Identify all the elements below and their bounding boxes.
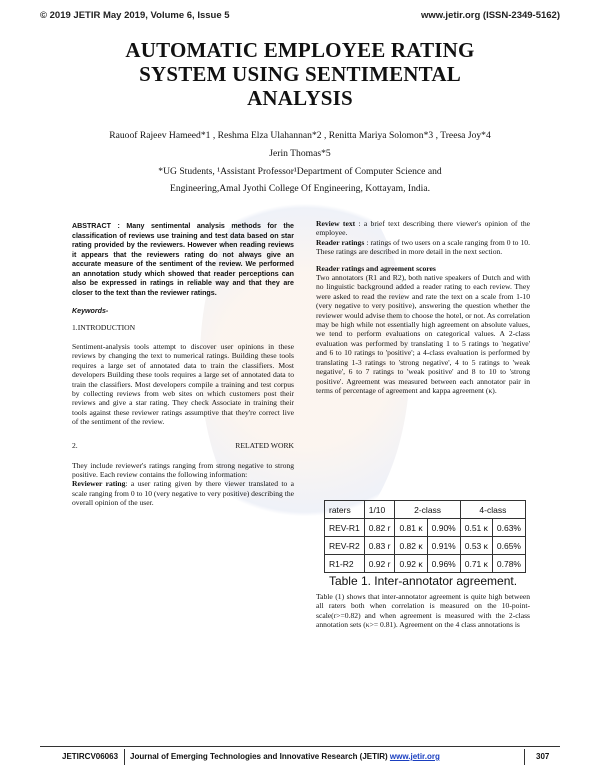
table-cell: R1-R2 — [325, 555, 365, 573]
abstract-label: ABSTRACT : — [72, 222, 120, 230]
table-cell: 0.63% — [492, 519, 525, 537]
title-line-3: ANALYSIS — [247, 86, 353, 110]
review-text-paragraph — [316, 219, 530, 238]
table-cell: 0.82 κ — [395, 537, 427, 555]
table-caption: Table 1. Inter-annotator agreement. — [328, 574, 518, 588]
footer-journal-name: Journal of Emerging Technologies and Innovative Research (JETIR) — [130, 752, 390, 761]
table-row — [325, 555, 526, 573]
table-cell: 0.83 r — [364, 537, 395, 555]
review-text-text: : a brief text describing there viewer's opinion of the employee. — [316, 219, 530, 238]
reader-ratings-label: Reader ratings — [316, 237, 365, 247]
keywords-label: Keywords- — [72, 307, 109, 315]
table-header-cell: 2-class — [395, 501, 460, 519]
reader-ratings-paragraph — [316, 238, 530, 257]
reader-ratings-text: : ratings of two users on a scale ranging from 0 to 10. These ratings are described in more detail in the next section. — [316, 237, 530, 257]
section-2-title: RELATED WORK — [235, 440, 294, 450]
footer-journal — [130, 752, 440, 761]
table-cell: 0.82 r — [364, 519, 395, 537]
table-cell: 0.90% — [427, 519, 460, 537]
paper-title — [40, 38, 560, 110]
section-2-number: 2. — [72, 440, 78, 450]
affiliation-line-1: *UG Students, ¹Assistant Professor¹Department of Computer Science and — [158, 166, 442, 177]
footer-separator — [524, 749, 525, 765]
header-left: © 2019 JETIR May 2019, Volume 6, Issue 5 — [40, 10, 230, 21]
table-row — [325, 537, 526, 555]
table-header-cell: raters — [325, 501, 365, 519]
header-right: www.jetir.org (ISSN-2349-5162) — [420, 10, 560, 21]
subsection-heading-text: Reader ratings and agreement scores — [316, 263, 436, 273]
table-cell: REV-R1 — [325, 519, 365, 537]
after-table-text: Table (1) shows that inter-annotator agreement is quite high between all raters both when correlation is measured on the 10-point-scale(r>=0.82) and when agreement is measured with the 2-class annotation sets (κ>= 0.81). Agreement on the 4 class annotations is — [316, 592, 530, 630]
agreement-table — [324, 500, 526, 573]
reviewer-rating-paragraph — [72, 479, 294, 507]
table-cell: 0.92 κ — [395, 555, 427, 573]
table-header-row — [325, 501, 526, 519]
page-number: 307 — [536, 752, 550, 761]
footer-code: JETIRCV06063 — [62, 752, 119, 761]
author-line-2: Jerin Thomas*5 — [269, 148, 331, 159]
table-cell: 0.71 κ — [460, 555, 492, 573]
section-2-heading — [72, 441, 294, 451]
table-cell: 0.81 κ — [395, 519, 427, 537]
section-2-text: They include reviewer's ratings ranging from strong negative to strong positive. Each review contains the following information: — [72, 460, 294, 479]
table-cell: 0.91% — [427, 537, 460, 555]
table-cell: 0.51 κ — [460, 519, 492, 537]
footer-url-link[interactable]: www.jetir.org — [389, 752, 440, 761]
intro-heading: 1.INTRODUCTION — [72, 322, 136, 332]
table-row — [325, 519, 526, 537]
table-cell: 0.53 κ — [460, 537, 492, 555]
table-cell: 0.96% — [427, 555, 460, 573]
left-column — [72, 222, 294, 508]
reviewer-rating-text: : a user rating given by there viewer translated to a scale ranging from 0 to 10 (very negative to very positive) describing the overall opinion of the user. — [72, 479, 294, 508]
table-header-cell: 4-class — [460, 501, 525, 519]
abstract — [72, 222, 294, 298]
table-cell: 0.78% — [492, 555, 525, 573]
right-column — [316, 219, 530, 395]
reviewer-rating-label: Reviewer rating — [72, 479, 126, 489]
title-line-1: AUTOMATIC EMPLOYEE RATING — [125, 38, 475, 62]
affiliation-line-2: Engineering,Amal Jyothi College Of Engineering, Kottayam, India. — [169, 183, 431, 194]
agreement-body: Two annotators (R1 and R2), both native speakers of Dutch and with no linguistic background added a reader rating to each review. They were asked to read the review and rate the text on a scale from 1-10 (very negative to very positive), answering the question whether the reviewer would advise them to choose the hotel, or not. As correlation may be high while not essentially high agreement on absolute values, we tend to perform evaluations on categorical values. A 2-class evaluation was performed by translating 1 to 5 ratings to 'negative' and 6 to 10 ratings to 'positive'; a 4-class evaluation is performed by translating 1-3 ratings to 'strong negative', 4 to 5 ratings to 'weak negative', 6 to 7 ratings to 'weak positive' and 8 to 10 to 'strong positive'. Agreement was measured between each annotator pair in terms of percentage of agreement and kappa agreement (κ). — [316, 273, 530, 395]
intro-text: Sentiment-analysis tools attempt to discover user opinions in these reviews by changing the text to numerical ratings. Building these tools requires a large set of annotated data to train the classifiers. Most developers Building these tools requires a large set of annotated data to train the classifiers. Most developers compile a training and test corpus by collecting reviews from web sites on which customers post their reviews and give a star rating. They check Associate in training their tools against these reviewer ratings assumptive that they're correct live of the sentiment of the review. — [72, 341, 294, 427]
footer-separator — [124, 749, 125, 765]
author-line-1: Rauoof Rajeev Hameed*1 , Reshma Elza Ulahannan*2 , Renitta Mariya Solomon*3 , Treesa Joy*4 — [109, 130, 491, 141]
title-line-2: SYSTEM USING SENTIMENTAL — [139, 62, 461, 86]
table-cell: 0.65% — [492, 537, 525, 555]
table-cell: 0.92 r — [364, 555, 395, 573]
subsection-heading — [316, 264, 530, 273]
footer-divider — [40, 746, 560, 747]
table-header-cell: 1/10 — [364, 501, 395, 519]
review-text-label: Review text — [316, 219, 356, 228]
abstract-text: Many sentimental analysis methods for the classification of reviews use training and test data based on star rating provided by the reviewers. However when reading reviews it appears that the reviewers rating do not always give an accurate measure of the sentiment of the review. We performed an annotation study which showed that reader perceptions can also be expressed in ratings in reliable way and that they are closer to the text than the reviewer ratings. — [72, 222, 294, 297]
table-cell: REV-R2 — [325, 537, 365, 555]
